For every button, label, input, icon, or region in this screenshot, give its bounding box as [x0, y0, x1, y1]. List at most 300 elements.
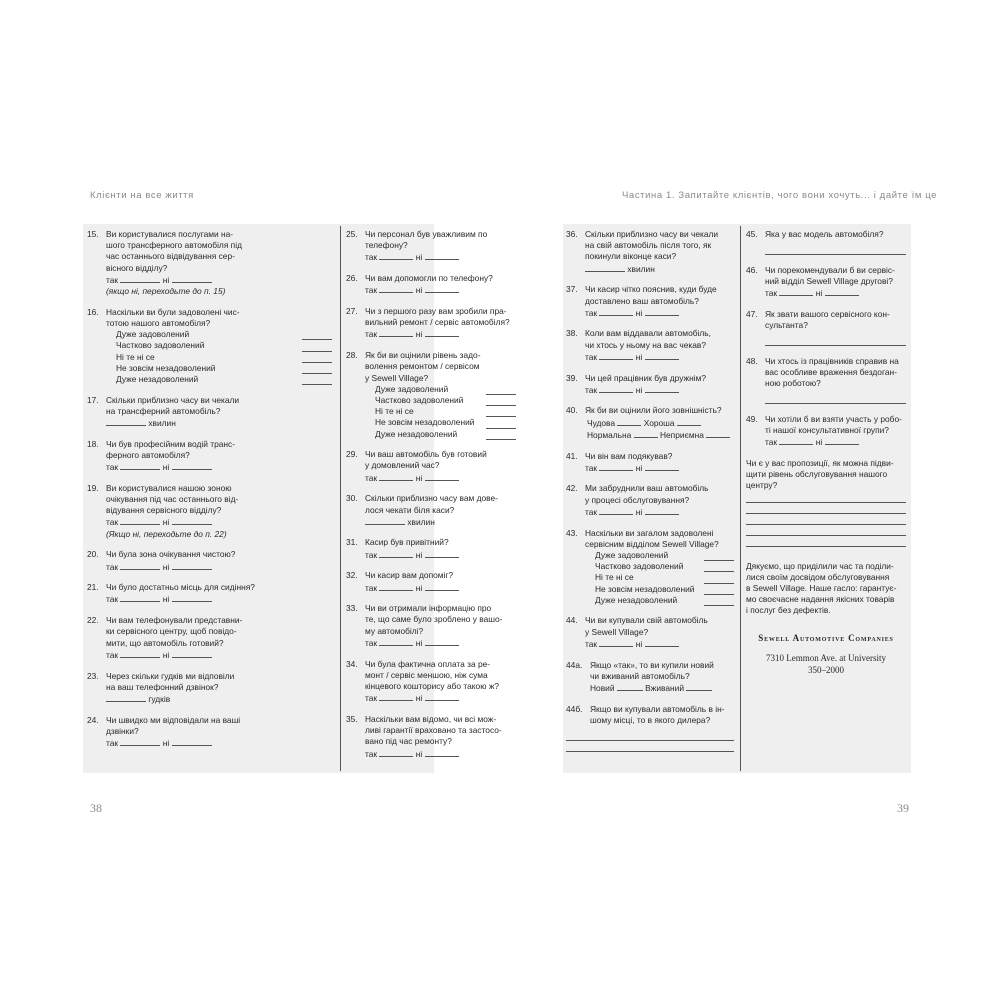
no-label: ні: [162, 738, 170, 749]
option-label: Неприємна: [659, 429, 704, 440]
thanks-text: [746, 561, 906, 617]
no-label: ні: [162, 462, 170, 473]
yes-no-answer: [106, 649, 332, 661]
question-body: [106, 549, 332, 572]
question-text-line: Чи з першого разу вам зробили пра-: [365, 306, 507, 317]
answer-blank[interactable]: [120, 274, 160, 283]
question-body: [365, 537, 516, 560]
question-body: [106, 229, 332, 297]
answer-blank[interactable]: [379, 692, 413, 701]
question-number: 20.: [87, 549, 99, 560]
question-text-line: ною роботою?: [765, 378, 821, 389]
yes-label: так: [765, 437, 778, 448]
question-text-line: Скільки приблизно часу ви чекали: [585, 229, 719, 239]
question-text-line: Чи хтось із працівників справив на: [765, 355, 899, 366]
question-text-line: мити, що автомобіль готовий?: [106, 637, 224, 648]
answer-blank[interactable]: [599, 384, 633, 393]
question-body: [106, 483, 332, 540]
answer-blank[interactable]: [645, 638, 679, 647]
question-number: 17.: [87, 394, 99, 405]
question-text-line: шому місці, то в якого дилера?: [590, 714, 711, 725]
question-body: [585, 229, 734, 275]
question-text-line: те, що саме було зроблено у вашо-: [365, 614, 503, 625]
survey-question: [566, 328, 734, 363]
answer-blank[interactable]: [172, 461, 212, 470]
question-body: [585, 284, 734, 319]
question-body: [585, 373, 734, 396]
answer-blank[interactable]: [425, 692, 459, 701]
answer-blank[interactable]: [365, 516, 405, 525]
survey-question: [566, 373, 734, 396]
question-text-line: Скільки приблизно часу ви чекали: [106, 394, 240, 405]
yes-label: так: [585, 307, 598, 318]
no-label: ні: [415, 472, 423, 483]
rating-option[interactable]: [106, 352, 332, 363]
yes-no-answer: [365, 472, 516, 484]
rating-option[interactable]: [365, 429, 516, 440]
question-text-line: Чи була зона очікування чистою?: [106, 549, 236, 560]
question-number: 29.: [346, 449, 358, 460]
option-label: Частково задоволений: [375, 394, 464, 405]
survey-question: [566, 483, 734, 518]
answer-blank[interactable]: [425, 472, 459, 481]
question-body: [106, 615, 332, 661]
answer-blank[interactable]: [302, 376, 332, 385]
answer-blank[interactable]: [599, 307, 633, 316]
survey-question: [566, 284, 734, 319]
yes-no-answer: [765, 436, 906, 448]
text-line: лися своїм досвідом обслуговування: [746, 571, 890, 582]
answer-blank[interactable]: [599, 462, 633, 471]
answer-blank[interactable]: [779, 287, 813, 296]
answer-blank[interactable]: [704, 563, 734, 572]
count-answer: [365, 516, 516, 528]
question-text-line: Касир був привітний?: [365, 537, 449, 548]
question-text-line: лося чекати біля каси?: [365, 504, 455, 515]
question-text-line: телефону?: [365, 240, 408, 251]
answer-blank[interactable]: [106, 417, 146, 426]
answer-blank[interactable]: [617, 682, 643, 691]
question-text-line: чи хтось у ньому на вас чекав?: [585, 339, 707, 350]
yes-label: так: [365, 748, 378, 759]
answer-blank[interactable]: [645, 307, 679, 316]
answer-blank[interactable]: [686, 682, 712, 691]
survey-question: [566, 451, 734, 474]
question-text-line: вильний ремонт / сервіс автомобіля?: [365, 317, 510, 328]
yes-label: так: [585, 384, 598, 395]
text-line: центру?: [746, 480, 778, 491]
yes-no-answer: [365, 748, 516, 760]
answer-blank[interactable]: [634, 429, 658, 438]
question-text-line: му автомобілі?: [365, 625, 424, 636]
answer-blank[interactable]: [425, 251, 459, 260]
yes-no-answer: [106, 737, 332, 749]
answer-blank[interactable]: [425, 549, 459, 558]
page-number-left: 38: [90, 801, 102, 815]
survey-question: [746, 229, 906, 240]
question-text-line: чи вживаний автомобіль?: [590, 670, 690, 681]
skip-note: (якщо ні, переходьте до п. 15): [106, 286, 226, 297]
question-text-line: на ваш телефонний дзвінок?: [106, 681, 219, 692]
question-number: 30.: [346, 493, 358, 504]
rating-option[interactable]: [106, 363, 332, 374]
answer-blank[interactable]: [379, 472, 413, 481]
question-body: [365, 350, 516, 440]
answer-blank[interactable]: [779, 436, 813, 445]
answer-line[interactable]: [566, 730, 734, 741]
answer-blank[interactable]: [645, 351, 679, 360]
option-label: Вживаний: [645, 683, 685, 693]
question-text-line: Яка у вас модель автомобіля?: [765, 229, 884, 239]
question-body: [765, 309, 906, 331]
answer-blank[interactable]: [486, 386, 516, 395]
question-text-line: Чи касир чітко пояснив, куди буде: [585, 284, 717, 295]
option-label: Частково задоволений: [595, 561, 684, 572]
question-body: [365, 306, 516, 341]
yes-no-answer: [106, 461, 332, 473]
yes-no-answer: [365, 284, 516, 296]
yes-label: так: [106, 462, 119, 473]
answer-line[interactable]: [746, 525, 906, 536]
question-number: 48.: [746, 355, 758, 366]
answer-blank[interactable]: [120, 649, 160, 658]
answer-blank[interactable]: [425, 582, 459, 591]
question-number: 49.: [746, 413, 758, 424]
answer-blank[interactable]: [704, 575, 734, 584]
survey-question: [346, 659, 516, 705]
survey-form-right: [563, 224, 911, 773]
answer-blank[interactable]: [379, 328, 413, 337]
rating-pair: [585, 417, 734, 429]
question-text-line: Якщо «так», то ви купили новий: [590, 659, 714, 670]
answer-blank[interactable]: [302, 343, 332, 352]
answer-line[interactable]: [765, 335, 906, 346]
company-name: Sewell Automotive Companies: [758, 632, 894, 643]
survey-question: [87, 483, 332, 540]
question-body: [585, 483, 734, 518]
unit-label: гудків: [148, 693, 171, 704]
answer-blank[interactable]: [425, 748, 459, 757]
survey-question: [566, 615, 734, 650]
answer-blank[interactable]: [120, 461, 160, 470]
question-body: [365, 603, 516, 649]
answer-blank[interactable]: [379, 251, 413, 260]
question-number: 27.: [346, 306, 358, 317]
survey-question: [566, 660, 734, 695]
question-body: [365, 659, 516, 705]
yes-label: так: [106, 274, 119, 285]
question-text-line: ферного автомобіля?: [106, 449, 190, 460]
question-number: 39.: [566, 372, 578, 383]
answer-blank[interactable]: [704, 597, 734, 606]
question-body: [590, 660, 734, 695]
answer-blank[interactable]: [172, 516, 212, 525]
survey-question: [566, 528, 734, 606]
no-label: ні: [162, 517, 170, 528]
survey-question: [346, 273, 516, 296]
question-text-line: Як би ви оцінили рівень задо-: [365, 350, 481, 361]
question-body: [585, 451, 734, 474]
survey-question: [346, 537, 516, 560]
answer-blank[interactable]: [704, 586, 734, 595]
no-label: ні: [815, 437, 823, 448]
question-body: [765, 265, 906, 300]
rating-option[interactable]: [585, 572, 734, 583]
no-label: ні: [415, 582, 423, 593]
yes-label: так: [106, 649, 119, 660]
question-body: [765, 229, 906, 240]
yes-no-answer: [365, 582, 516, 594]
rating-option[interactable]: [365, 384, 516, 395]
answer-blank[interactable]: [302, 354, 332, 363]
answer-line[interactable]: [566, 741, 734, 752]
answer-blank[interactable]: [425, 637, 459, 646]
survey-question: [87, 439, 332, 474]
question-text-line: доставлено ваш автомобіль?: [585, 295, 699, 306]
question-text-line: ний відділ Sewell Village другові?: [765, 275, 893, 286]
answer-blank[interactable]: [379, 637, 413, 646]
option-label: Дуже незадоволений: [375, 428, 458, 439]
rating-option[interactable]: [106, 340, 332, 351]
question-number: 42.: [566, 483, 578, 494]
rating-option[interactable]: [106, 374, 332, 385]
survey-question: [346, 449, 516, 484]
answer-blank[interactable]: [120, 593, 160, 602]
yes-no-answer: [365, 692, 516, 704]
address-line: 7310 Lemmon Ave. at University: [765, 652, 887, 663]
survey-question: [346, 603, 516, 649]
answer-blank[interactable]: [617, 417, 641, 426]
question-text-line: волення ремонтом / сервісом: [365, 361, 480, 372]
answer-blank[interactable]: [486, 397, 516, 406]
answer-line[interactable]: [746, 503, 906, 514]
no-label: ні: [415, 693, 423, 704]
answer-blank[interactable]: [486, 408, 516, 417]
question-text-line: сервісним відділом Sewell Village?: [585, 538, 719, 549]
answer-blank[interactable]: [599, 351, 633, 360]
answer-blank[interactable]: [645, 384, 679, 393]
question-body: [365, 229, 516, 264]
answer-blank[interactable]: [172, 593, 212, 602]
question-body: [365, 273, 516, 296]
answer-line[interactable]: [746, 492, 906, 503]
option-label: Ні те ні се: [595, 572, 634, 583]
survey-question: [346, 714, 516, 760]
survey-question: [87, 582, 332, 605]
question-number: 36.: [566, 229, 578, 239]
answer-blank[interactable]: [599, 638, 633, 647]
text-line: Дякуємо, що приділили час та поділи-: [746, 560, 894, 571]
yes-no-answer: [365, 251, 516, 263]
answer-blank[interactable]: [706, 429, 730, 438]
phone-line: 350–2000: [808, 664, 844, 675]
question-body: [106, 439, 332, 474]
survey-question: [566, 704, 734, 726]
rating-pair: [590, 682, 734, 694]
question-text-line: Як звати вашого сервісного кон-: [765, 308, 890, 319]
answer-blank[interactable]: [172, 561, 212, 570]
question-text-line: Ви користувалися нашою зоною: [106, 482, 232, 493]
answer-blank[interactable]: [825, 436, 859, 445]
answer-blank[interactable]: [486, 420, 516, 429]
answer-blank[interactable]: [677, 417, 701, 426]
no-label: ні: [415, 285, 423, 296]
answer-blank[interactable]: [106, 693, 146, 702]
question-text-line: вас особливе враження бездоган-: [765, 366, 897, 377]
question-number: 47.: [746, 308, 758, 319]
text-line: в Sewell Village. Наше гасло: гарантує-: [746, 582, 897, 593]
question-text-line: Ви користувалися послугами на-: [106, 229, 234, 239]
answer-blank[interactable]: [486, 431, 516, 440]
rating-option[interactable]: [585, 595, 734, 606]
answer-line[interactable]: [746, 514, 906, 525]
answer-blank[interactable]: [425, 328, 459, 337]
yes-no-answer: [106, 274, 332, 286]
no-label: ні: [635, 307, 643, 318]
question-text-line: ті нашої консультативної групи?: [765, 425, 889, 436]
question-body: [365, 714, 516, 760]
yes-label: так: [365, 285, 378, 296]
no-label: ні: [162, 649, 170, 660]
yes-label: так: [765, 288, 778, 299]
question-body: [765, 414, 906, 449]
no-label: ні: [415, 252, 423, 263]
answer-blank[interactable]: [825, 287, 859, 296]
question-number: 25.: [346, 229, 358, 239]
no-label: ні: [162, 274, 170, 285]
option-label: Не зовсім незадоволений: [375, 417, 475, 428]
question-text-line: Скільки приблизно часу вам дове-: [365, 493, 498, 504]
answer-line[interactable]: [765, 244, 906, 255]
no-label: ні: [635, 351, 643, 362]
no-label: ні: [415, 329, 423, 340]
answer-blank[interactable]: [379, 582, 413, 591]
yes-label: так: [106, 517, 119, 528]
answer-blank[interactable]: [172, 274, 212, 283]
answer-blank[interactable]: [599, 506, 633, 515]
no-label: ні: [635, 384, 643, 395]
unit-label: хвилин: [148, 418, 176, 429]
question-number: 15.: [87, 229, 99, 239]
option-label: Не зовсім незадоволений: [595, 583, 695, 594]
question-body: [365, 570, 516, 593]
answer-blank[interactable]: [645, 462, 679, 471]
rating-option[interactable]: [585, 561, 734, 572]
question-body: [365, 449, 516, 484]
no-label: ні: [815, 288, 823, 299]
rating-option[interactable]: [365, 395, 516, 406]
question-number: 16.: [87, 306, 99, 317]
answer-blank[interactable]: [120, 516, 160, 525]
answer-blank[interactable]: [120, 561, 160, 570]
form-column: [346, 229, 516, 769]
question-text-line: Чи було достатньо місць для сидіння?: [106, 582, 255, 593]
question-text-line: Ми забруднили ваш автомобіль: [585, 483, 709, 494]
answer-blank[interactable]: [645, 506, 679, 515]
rating-option[interactable]: [365, 406, 516, 417]
option-label: Нормальна: [587, 429, 632, 440]
rating-option[interactable]: [585, 550, 734, 561]
question-text-line: кінцевого кошторису або такою ж?: [365, 681, 500, 691]
question-number: 31.: [346, 537, 358, 548]
question-body: [590, 704, 734, 726]
question-number: 18.: [87, 438, 99, 449]
option-label: Дуже задоволений: [116, 329, 190, 340]
rating-pair: [585, 429, 734, 441]
question-text-line: тотою нашого автомобіля?: [106, 317, 211, 328]
no-label: ні: [415, 748, 423, 759]
question-text-line: Чи ви отримали інформацію про: [365, 603, 492, 614]
question-number: 28.: [346, 350, 358, 361]
question-body: [106, 307, 332, 385]
rating-option[interactable]: [106, 329, 332, 340]
survey-question: [87, 307, 332, 385]
question-text-line: Наскільки ви загалом задоволені: [585, 527, 714, 538]
answer-line[interactable]: [765, 393, 906, 404]
no-label: ні: [415, 549, 423, 560]
question-text-line: ливі гарантії враховано та застосо-: [365, 725, 502, 736]
survey-question: [346, 350, 516, 440]
question-text-line: дзвінки?: [106, 725, 139, 736]
answer-blank[interactable]: [379, 748, 413, 757]
survey-question: [346, 306, 516, 341]
question-text-line: Чи був професійним водій транс-: [106, 438, 236, 449]
answer-blank[interactable]: [302, 331, 332, 340]
question-number: 26.: [346, 273, 358, 284]
option-label: Дуже незадоволений: [116, 373, 199, 384]
question-text-line: Чи касир вам допоміг?: [365, 570, 454, 581]
rating-option[interactable]: [585, 584, 734, 595]
question-number: 24.: [87, 714, 99, 725]
answer-blank[interactable]: [172, 737, 212, 746]
question-number: 33.: [346, 603, 358, 614]
no-label: ні: [635, 506, 643, 517]
answer-line[interactable]: [746, 536, 906, 547]
question-text-line: відування сервісного відділу?: [106, 505, 222, 516]
no-label: ні: [635, 638, 643, 649]
question-number: 46.: [746, 264, 758, 275]
answer-blank[interactable]: [379, 549, 413, 558]
yes-no-answer: [106, 593, 332, 605]
question-body: [585, 615, 734, 650]
rating-option[interactable]: [365, 417, 516, 428]
answer-blank[interactable]: [120, 737, 160, 746]
answer-blank[interactable]: [425, 284, 459, 293]
yes-no-answer: [585, 506, 734, 518]
answer-blank[interactable]: [704, 552, 734, 561]
question-body: [106, 582, 332, 605]
question-text-line: покинули віконце каси?: [585, 251, 677, 262]
survey-question: [566, 229, 734, 275]
yes-label: так: [585, 638, 598, 649]
suggestion-question: [746, 458, 906, 547]
question-body: [585, 328, 734, 363]
survey-question: [87, 549, 332, 572]
question-text-line: Чи хотіли б ви взяти участь у робо-: [765, 413, 902, 424]
answer-blank[interactable]: [585, 263, 625, 272]
question-text-line: Чи швидко ми відповідали на ваші: [106, 714, 241, 725]
question-text-line: Чи він вам подякував?: [585, 450, 673, 461]
question-number: 37.: [566, 284, 578, 295]
yes-label: так: [106, 561, 119, 572]
answer-blank[interactable]: [379, 284, 413, 293]
answer-blank[interactable]: [302, 365, 332, 374]
answer-blank[interactable]: [172, 649, 212, 658]
survey-question: [346, 493, 516, 528]
yes-label: так: [365, 329, 378, 340]
survey-question: [87, 615, 332, 661]
question-number: 34.: [346, 658, 358, 669]
